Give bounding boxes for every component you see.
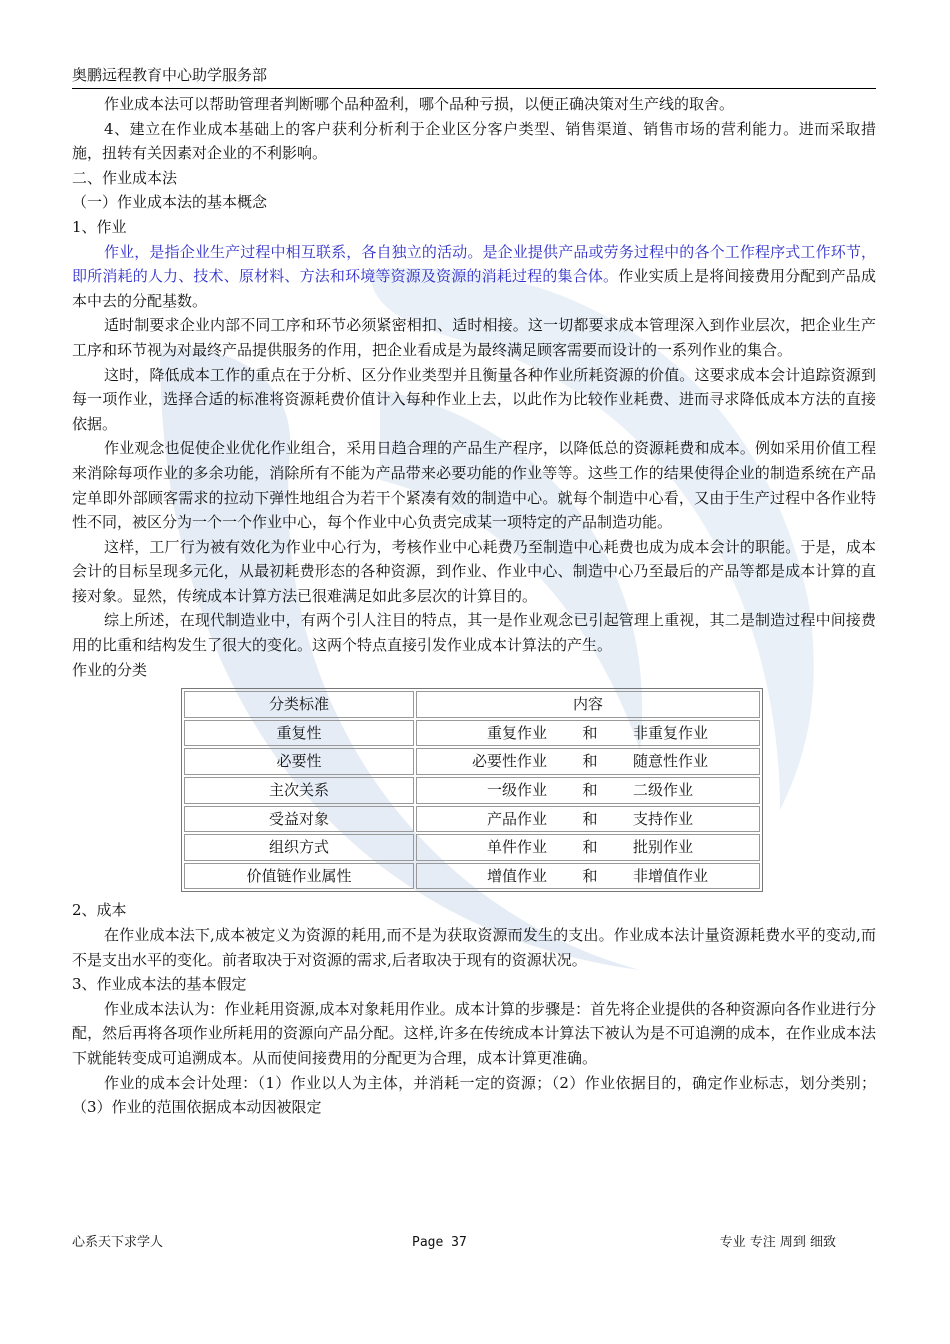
cell-and: 和 <box>582 723 598 742</box>
classification-table <box>181 688 763 892</box>
item-heading: 3、作业成本法的基本假定 <box>72 975 247 994</box>
document-body <box>72 92 876 1120</box>
table-row <box>184 806 760 833</box>
cell-type-b: 随意性作业 <box>633 752 709 771</box>
cell-type-b: 支持作业 <box>633 809 694 828</box>
definition-rest: 作业实质上是将间接费用分配到产品成本中去的分配基数。 <box>72 267 876 310</box>
cell-standard: 必要性 <box>184 748 414 775</box>
paragraph: 作业成本法认为：作业耗用资源,成本对象耗用作业。成本计算的步骤是：首先将企业提供的各种资源向各作业进行分配，然后再将各项作业所耗用的资源向产品分配。这样,许多在传统成本计算法下被认为是不可追溯的成本，在作业成本法下就能转变成可追溯成本。从而使间接费用的分配更为合理，成本计算更准确。 <box>72 999 876 1067</box>
cell-type-a: 重复作业 <box>486 723 547 742</box>
header-cell-content: 内容 <box>416 691 760 718</box>
cell-and: 和 <box>582 866 598 885</box>
page-number: Page 37 <box>412 1235 467 1250</box>
table-row <box>184 777 760 804</box>
paragraph: 在作业成本法下,成本被定义为资源的耗用,而不是为获取资源而发生的支出。作业成本法计量资源耗费水平的变动,而不是支出水平的变化。前者取决于对资源的需求,后者取决于现有的资源状况。 <box>72 926 876 969</box>
paragraph: 作业观念也促使企业优化作业组合，采用日趋合理的产品生产程序，以降低总的资源耗费和成本。例如采用价值工程来消除每项作业的多余功能，消除所有不能为产品带来必要功能的作业等等。这些工作的结果使得企业的制造系统在产品定单即外部顾客需求的拉动下弹性地组合为若干个紧凑有效的制造中心。就每个制造中心看，又由于生产过程中各作业特性不同，被区分为一个一个作业中心，每个作业中心负责完成某一项特定的产品制造功能。 <box>72 439 876 532</box>
cell-content <box>416 834 760 861</box>
cell-type-a: 产品作业 <box>486 809 547 828</box>
table-row <box>184 834 760 861</box>
table-caption: 作业的分类 <box>72 660 148 679</box>
cell-type-a: 增值作业 <box>486 866 547 885</box>
header-title: 奥鹏远程教育中心助学服务部 <box>72 66 268 84</box>
section-heading: 二、作业成本法 <box>72 168 178 187</box>
cell-and: 和 <box>582 838 598 857</box>
cell-type-b: 批别作业 <box>633 838 694 857</box>
cell-content <box>416 806 760 833</box>
item-heading: 2、成本 <box>72 901 127 920</box>
cell-standard: 受益对象 <box>184 806 414 833</box>
paragraph: 4、建立在作业成本基础上的客户获利分析利于企业区分客户类型、销售渠道、销售市场的营利能力。进而采取措施，扭转有关因素对企业的不利影响。 <box>72 119 876 163</box>
table-row <box>184 748 760 775</box>
item-heading: 1、作业 <box>72 217 127 236</box>
paragraph: 适时制要求企业内部不同工序和环节必须紧密相扣、适时相接。这一切都要求成本管理深入到作业层次，把企业生产工序和环节视为对最终产品提供服务的作用，把企业看成是为最终满足顾客需要而设计的一系列作业的集合。 <box>72 316 876 359</box>
footer-slogan: 心系天下求学人 <box>72 1235 164 1250</box>
footer-motto: 专业 专注 周到 细致 <box>719 1235 836 1250</box>
cell-type-a: 一级作业 <box>486 781 547 800</box>
cell-content <box>416 777 760 804</box>
table-row <box>184 863 760 890</box>
cell-content <box>416 748 760 775</box>
activity-definition <box>72 240 876 314</box>
cell-type-a: 必要性作业 <box>471 752 547 771</box>
subsection-heading: （一）作业成本法的基本概念 <box>72 193 268 212</box>
cell-standard: 重复性 <box>184 720 414 747</box>
paragraph: 这样，工厂行为被有效化为作业中心行为，考核作业中心耗费乃至制造中心耗费也成为成本会计的职能。于是，成本会计的目标呈现多元化，从最初耗费形态的各种资源，到作业、作业中心、制造中心乃至最后的产品等都是成本计算的直接对象。显然，传统成本计算方法已很难满足如此多层次的计算目的。 <box>72 537 876 605</box>
cell-and: 和 <box>582 752 598 771</box>
paragraph: 作业成本法可以帮助管理者判断哪个品种盈利，哪个品种亏损，以便正确决策对生产线的取舍。 <box>104 95 735 113</box>
paragraph: 作业的成本会计处理：（1）作业以人为主体，并消耗一定的资源；（2）作业依据目的，确定作业标志，划分类别；（3）作业的范围依据成本动因被限定 <box>72 1073 876 1117</box>
cell-and: 和 <box>582 809 598 828</box>
cell-type-b: 非增值作业 <box>633 866 709 885</box>
cell-content <box>416 720 760 747</box>
cell-type-b: 二级作业 <box>633 781 694 800</box>
table-header-row <box>184 691 760 718</box>
paragraph: 综上所述，在现代制造业中，有两个引人注目的特点，其一是作业观念已引起管理上重视，其二是制造过程中间接费用的比重和结构发生了很大的变化。这两个特点直接引发作业成本计算法的产生。 <box>72 611 876 655</box>
cell-type-b: 非重复作业 <box>633 723 709 742</box>
cell-standard: 组织方式 <box>184 834 414 861</box>
page-footer <box>72 1232 876 1254</box>
cell-standard: 主次关系 <box>184 777 414 804</box>
cell-standard: 价值链作业属性 <box>184 863 414 890</box>
definition-highlight: 作业，是指企业生产过程中相互联系，各自独立的活动。是企业提供产品或劳务过程中的各个工作程序式工作环节，即所消耗的人力、技术、原材料、方法和环境等资源及资源的消耗过程的集合体。 <box>72 242 876 286</box>
page-header <box>72 64 876 89</box>
header-cell-standard: 分类标准 <box>184 691 414 718</box>
table-row <box>184 720 760 747</box>
cell-type-a: 单件作业 <box>486 838 547 857</box>
cell-content <box>416 863 760 890</box>
paragraph: 这时，降低成本工作的重点在于分析、区分作业类型并且衡量各种作业所耗资源的价值。这要求成本会计追踪资源到每一项作业，选择合适的标准将资源耗费价值计入每种作业上去，以此作为比较作业耗费、进而寻求降低成本方法的直接依据。 <box>72 365 876 433</box>
cell-and: 和 <box>582 781 598 800</box>
